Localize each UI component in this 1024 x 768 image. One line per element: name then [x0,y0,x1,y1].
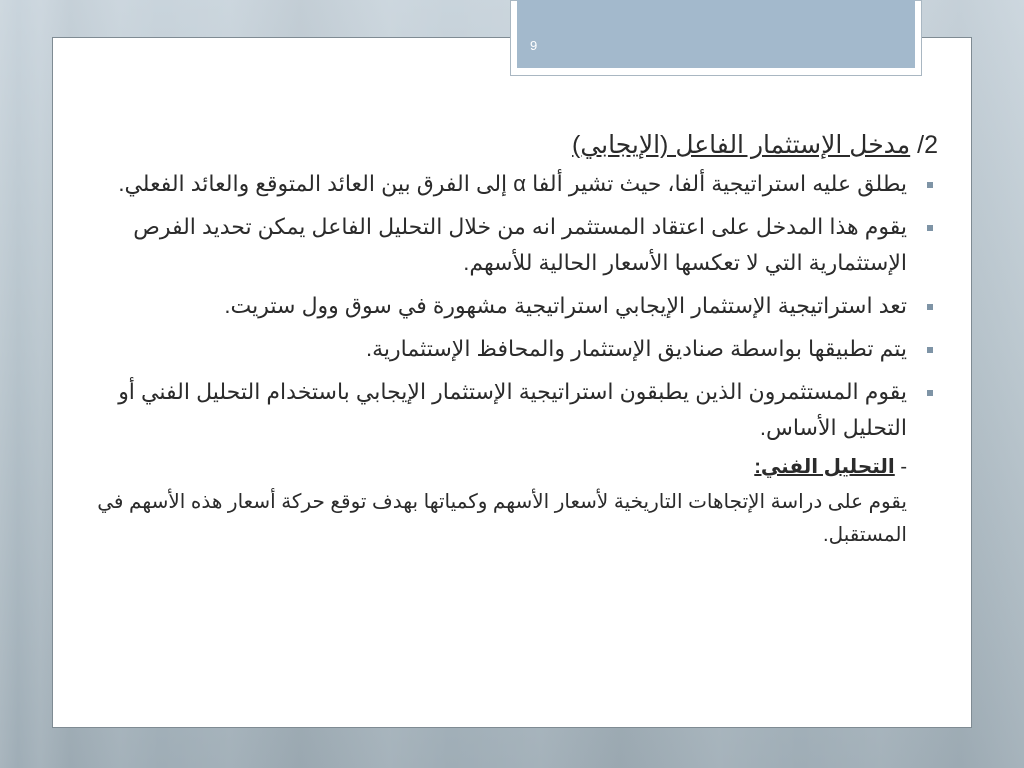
header-tab [510,0,922,76]
bullet-item [70,331,938,367]
bullet-text: يتم تطبيقها بواسطة صناديق الإستثمار والمحافظ الإستثمارية. [366,336,907,361]
technical-analysis-subheading [70,450,938,484]
bullet-text: تعد استراتيجية الإستثمار الإيجابي استراتيجية مشهورة في سوق وول ستريت. [224,293,907,318]
bullet-square-icon [927,304,933,310]
bullet-square-icon [927,390,933,396]
bullet-square-icon [927,347,933,353]
subheading-label: التحليل الفني: [754,456,895,478]
slide-number: 9 [530,38,538,53]
bullet-text: يقوم هذا المدخل على اعتقاد المستثمر انه من خلال التحليل الفاعل يمكن تحديد الفرص الإستثمارية التي لا تعكسها الأسعار الحالية للأسهم. [133,214,907,275]
bullet-item [70,374,938,446]
slide-content [70,126,938,552]
bullet-text: يقوم المستثمرون الذين يطبقون استراتيجية الإستثمار الإيجابي باستخدام التحليل الفني أو التحليل الأساس. [118,379,907,440]
technical-analysis-paragraph: يقوم على دراسة الإتجاهات التاريخية لأسعار الأسهم وكمياتها بهدف توقع حركة أسعار هذه الأسهم في المستقبل. [97,491,907,546]
bullet-item [70,209,938,281]
subheading-dash: - [900,456,907,478]
heading-number: /2 [917,131,938,159]
header-tab-fill [517,0,915,68]
bullet-item [70,288,938,324]
bullet-square-icon [927,182,933,188]
bullet-square-icon [927,225,933,231]
slide-heading [70,126,938,164]
heading-title: مدخل الإستثمار الفاعل (الإيجابي) [572,131,911,159]
bullet-item [70,166,938,202]
bullet-list [70,166,938,446]
bullet-text: يطلق عليه استراتيجية ألفا، حيث تشير ألفا α إلى الفرق بين العائد المتوقع والعائد الفعلي. [118,171,907,196]
